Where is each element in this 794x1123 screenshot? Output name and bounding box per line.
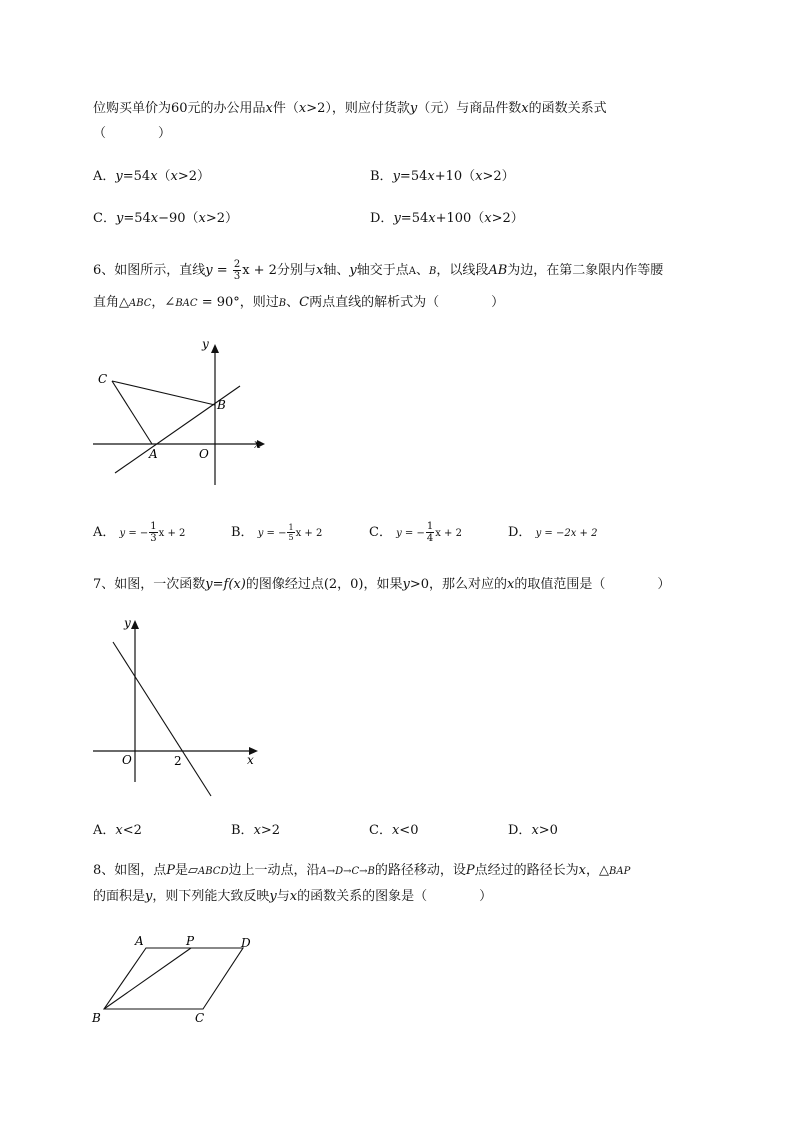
option-letter: D． [370, 211, 394, 226]
fig7-label-x: x [247, 753, 254, 767]
q6-point: C [299, 295, 310, 310]
option-text: >2） [491, 211, 524, 226]
q7-option-d[interactable] [508, 822, 558, 840]
option-var: x [391, 823, 400, 838]
q6-text: 6、如图所示，直线 [93, 263, 206, 278]
q8-var: x [578, 863, 586, 878]
q6-text: = 90°，则过 [197, 295, 279, 310]
q7-text: 的取值范围是（ ） [514, 577, 671, 592]
q5-text: 位购买单价为60元的办公用品 [93, 101, 266, 116]
fig8-label-c: C [195, 1011, 205, 1025]
q6-text: 轴、 [323, 263, 350, 278]
q5-option-b[interactable] [370, 168, 515, 186]
segment-cb [112, 381, 215, 405]
fig6-label-c: C [98, 372, 108, 386]
q6-text: 为边，在第二象限内作等腰 [507, 263, 664, 278]
fig6-label-x: x [254, 437, 261, 451]
fig8-label-a: A [135, 934, 144, 948]
q5-var-x: x [265, 101, 273, 116]
fig7-label-y: y [124, 616, 131, 630]
option-letter: D． [508, 823, 532, 838]
q7-var: y [402, 577, 410, 592]
q6-text: ，∠ [151, 295, 176, 310]
option-var: x [170, 169, 178, 184]
option-var: x [150, 169, 158, 184]
q8-point: P [465, 863, 475, 878]
q6-fraction [233, 259, 241, 282]
q6-text: 分别与 [276, 263, 316, 278]
q7-option-c[interactable] [369, 822, 418, 840]
q8-parallelogram: ABCD [198, 866, 229, 877]
option-text: y = − [257, 528, 287, 539]
fraction-numerator: 2 [233, 259, 241, 270]
q7-function: y=f(x) [205, 577, 246, 592]
q8-path: A→D→C→B [319, 866, 375, 877]
q6-stem-line1 [93, 258, 663, 285]
option-text: >0 [538, 823, 558, 838]
q6-text: x + 2 [242, 263, 277, 278]
q6-text: 两点直线的解析式为（ ） [309, 295, 505, 310]
q5-var-x: x [298, 101, 307, 116]
q8-triangle: BAP [609, 866, 631, 877]
option-letter: A． [93, 169, 116, 184]
fig7-label-o: O [122, 753, 132, 767]
q6-var: y [205, 263, 213, 278]
option-var: x [150, 211, 159, 226]
option-letter: B． [231, 525, 254, 540]
option-fraction [287, 523, 294, 542]
y-axis-arrow-icon [211, 344, 219, 353]
option-text: =54 [399, 169, 428, 184]
q6-var: y [349, 263, 357, 278]
q8-text: 8、如图，点 [93, 863, 167, 878]
function-line [113, 642, 211, 796]
q5-var-y: y [409, 101, 418, 116]
q5-stem-line1 [93, 100, 607, 118]
q8-stem-line1 [93, 862, 630, 881]
option-text: =54 [122, 169, 151, 184]
q8-stem-line2 [93, 888, 492, 906]
fig7-label-2: 2 [174, 754, 182, 768]
option-var: x [253, 823, 261, 838]
option-text: x + 2 [158, 528, 186, 539]
q6-option-d[interactable] [508, 520, 597, 547]
q8-figure [88, 930, 263, 1030]
q6-stem-line2 [93, 294, 504, 313]
option-var: x [427, 169, 435, 184]
q5-option-c[interactable] [93, 210, 238, 228]
q6-text: = [212, 263, 232, 278]
q8-text: 点经过的路径长为 [474, 863, 579, 878]
q7-option-b[interactable] [231, 822, 280, 840]
option-text: <2 [122, 823, 142, 838]
option-letter: A． [93, 525, 116, 540]
q8-var: y [269, 889, 277, 904]
q5-text: 件（ [272, 101, 299, 116]
fig6-label-b: B [217, 398, 226, 412]
q8-point: P [166, 863, 176, 878]
q7-text: >0，那么对应的 [409, 577, 508, 592]
fig8-label-b: B [92, 1011, 101, 1025]
fraction-numerator: 1 [426, 521, 434, 532]
q5-text: >2），则应付货款 [306, 101, 410, 116]
q5-var-x: x [521, 101, 529, 116]
fig6-label-y: y [202, 337, 209, 351]
q6-text: 、 [286, 295, 300, 310]
option-fraction [149, 521, 157, 544]
q6-point: B [278, 298, 287, 309]
q8-text: 与 [276, 889, 290, 904]
q6-segment: AB [488, 263, 508, 278]
fig8-label-p: P [186, 934, 195, 948]
option-var: x [484, 211, 492, 226]
fraction-numerator: 1 [150, 521, 157, 532]
option-var: x [115, 823, 123, 838]
q6-option-c[interactable] [369, 520, 462, 547]
q6-figure [85, 335, 275, 495]
option-var: x [198, 211, 206, 226]
option-text: y = − [119, 528, 149, 539]
q8-text: 的函数关系的图象是（ ） [297, 889, 493, 904]
option-text: >2 [260, 823, 281, 838]
option-text: y = −2x + 2 [535, 528, 598, 539]
fig6-label-a: A [149, 447, 158, 461]
segment-ca [112, 381, 152, 444]
option-text: x + 2 [295, 528, 323, 539]
q7-var: x [507, 577, 515, 592]
fraction-denominator: 5 [288, 533, 294, 542]
fraction-denominator: 3 [150, 533, 157, 544]
q5-option-d[interactable] [370, 210, 524, 228]
fig8-label-d: D [241, 936, 251, 950]
option-letter: B． [231, 823, 254, 838]
q5-text: 的函数关系式 [528, 101, 607, 116]
q6-angle: BAC [175, 298, 198, 309]
fraction-denominator: 3 [233, 271, 241, 282]
q7-figure [88, 612, 273, 802]
q8-var: x [289, 889, 298, 904]
q5-answer-bracket: （ ） [93, 126, 172, 141]
option-var: y [392, 169, 400, 184]
q6-point: B [428, 266, 437, 277]
fig6-label-o: O [199, 447, 209, 461]
q6-text: ，以线段 [436, 263, 489, 278]
q7-stem [93, 576, 670, 594]
option-var: y [393, 211, 401, 226]
q6-var: x [315, 263, 324, 278]
segment-bp [104, 948, 191, 1009]
option-letter: C． [93, 211, 116, 226]
option-letter: D． [508, 525, 532, 540]
option-letter: B． [370, 169, 393, 184]
fraction-denominator: 4 [426, 533, 434, 544]
q7-text: 7、如图，一次函数 [93, 577, 206, 592]
q6-text: 、 [415, 263, 429, 278]
option-text: +10（ [434, 169, 476, 184]
option-var: y [115, 211, 124, 226]
option-var: x [475, 169, 483, 184]
option-text: （ [157, 169, 171, 184]
q7-text: 的图像经过点(2，0)，如果 [245, 577, 403, 592]
q8-text: ，则下列能大致反映 [152, 889, 270, 904]
parallelogram-abcd [104, 948, 243, 1009]
q6-point: A [408, 266, 416, 277]
q6-option-b[interactable] [231, 520, 322, 547]
q5-option-a[interactable] [93, 168, 210, 186]
option-text: x + 2 [435, 528, 462, 539]
q8-text: 的路径移动，设 [374, 863, 466, 878]
option-text: =54 [400, 211, 429, 226]
option-letter: A． [93, 823, 116, 838]
q8-var: y [145, 889, 153, 904]
option-text: +100（ [435, 211, 485, 226]
option-text: >2） [482, 169, 515, 184]
option-text: =54 [123, 211, 151, 226]
option-text: >2） [205, 211, 239, 226]
option-text: y = − [396, 528, 425, 539]
q5-text: （元）与商品件数 [417, 101, 522, 116]
option-var: x [531, 823, 539, 838]
option-text: −90（ [158, 211, 199, 226]
option-letter: C． [369, 823, 392, 838]
y-axis-arrow-icon [131, 620, 139, 629]
option-var: y [115, 169, 123, 184]
fraction-numerator: 1 [288, 523, 294, 532]
q8-text: 是▱ [175, 863, 199, 878]
q6-text: 直角△ [93, 295, 129, 310]
option-var: x [428, 211, 436, 226]
q6-triangle: ABC [129, 298, 152, 309]
option-text: <0 [399, 823, 419, 838]
q8-text: 边上一动点，沿 [228, 863, 320, 878]
option-letter: C． [369, 525, 392, 540]
q8-text: ，△ [586, 863, 609, 878]
q6-text: 轴交于点 [356, 263, 409, 278]
q6-option-a[interactable] [93, 520, 185, 547]
q7-option-a[interactable] [93, 822, 142, 840]
option-text: >2） [177, 169, 211, 184]
option-fraction [426, 521, 434, 544]
q8-text: 的面积是 [93, 889, 146, 904]
